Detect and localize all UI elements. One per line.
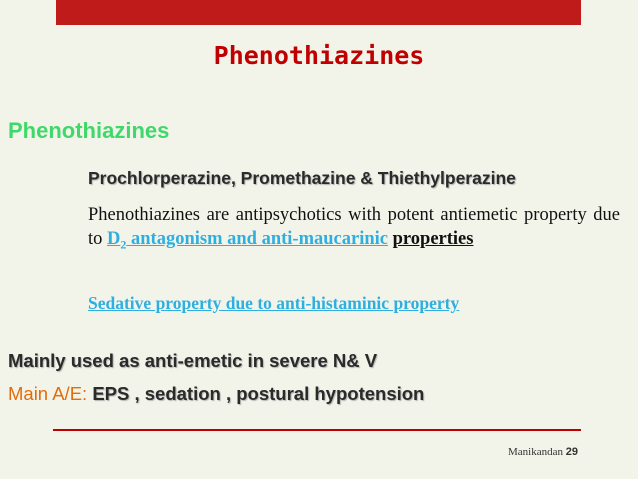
footer xyxy=(508,446,578,458)
link-text: antagonism and anti-maucarinic xyxy=(126,229,388,249)
description-text: Phenothiazines are antipsychotics with potent antiemetic property due to xyxy=(88,205,620,249)
sedative-link[interactable]: Sedative property due to anti-histaminic property xyxy=(88,293,460,313)
section-heading: Phenothiazines xyxy=(8,118,170,143)
d2-antagonism-link[interactable] xyxy=(107,229,388,252)
footer-author: Manikandan xyxy=(508,446,563,458)
top-accent-bar xyxy=(56,0,581,25)
main-use-text: Mainly used as anti-emetic in severe N& V xyxy=(8,350,378,371)
description-paragraph xyxy=(88,203,620,257)
d-letter: D xyxy=(107,229,121,249)
slide-title: Phenothiazines xyxy=(213,41,425,70)
ae-label: Main A/E: xyxy=(8,383,88,404)
drug-list: Prochlorperazine, Promethazine & Thiethylperazine xyxy=(88,168,516,188)
d-subscript: 2 xyxy=(120,237,127,252)
footer-divider xyxy=(53,429,581,431)
properties-text: properties xyxy=(392,229,474,249)
page-number: 29 xyxy=(565,446,578,458)
ae-text: EPS , sedation , postural hypotension xyxy=(87,383,425,404)
main-adverse-effects xyxy=(8,383,424,405)
